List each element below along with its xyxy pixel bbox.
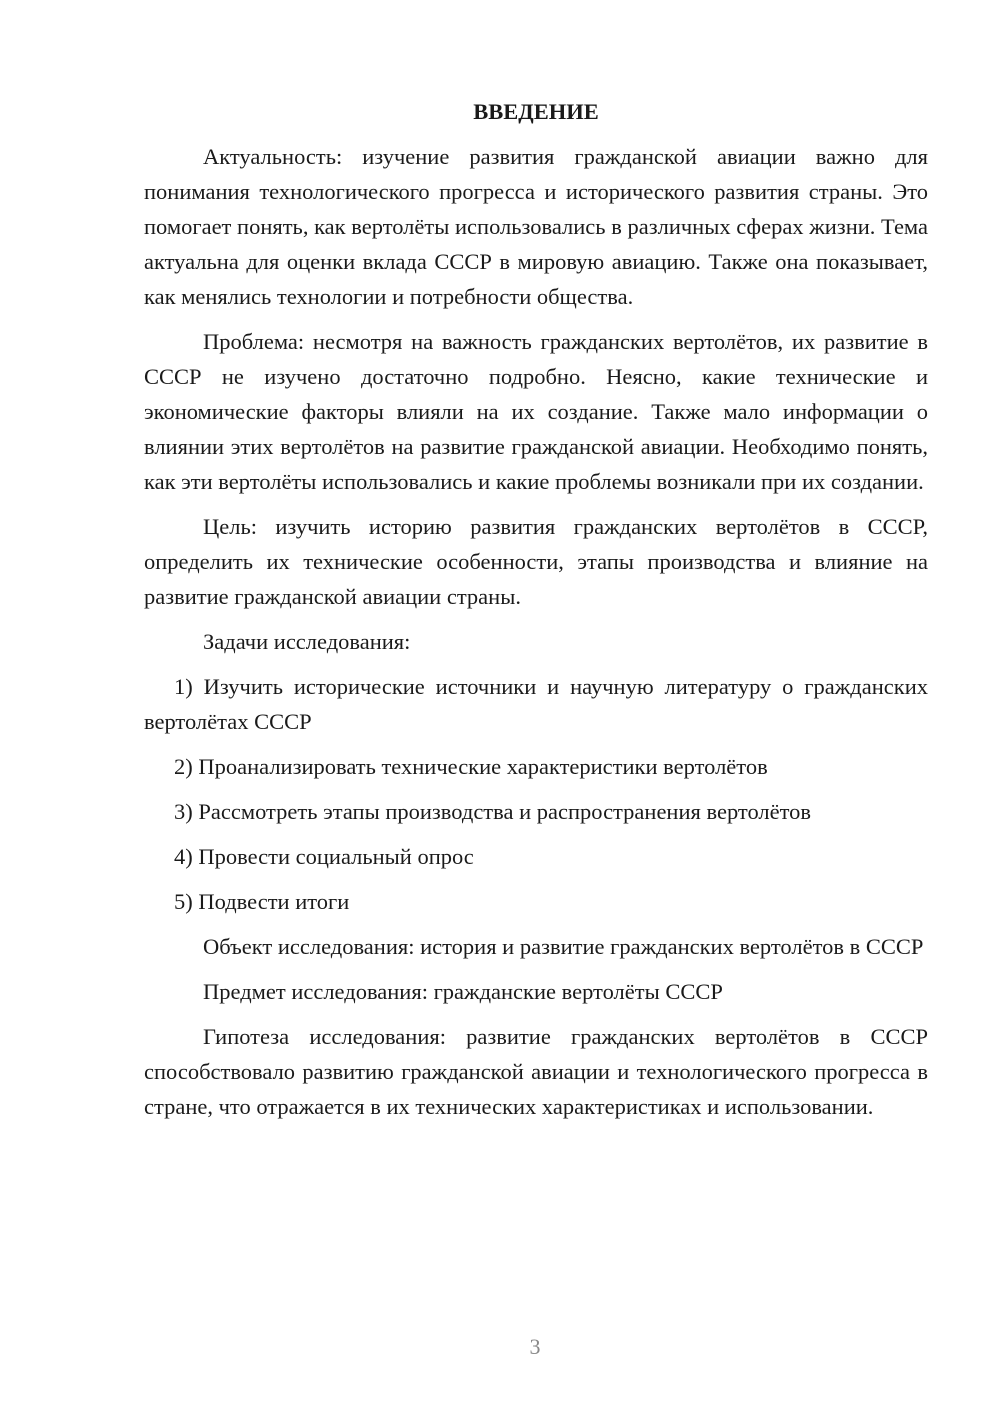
paragraph-relevance: Актуальность: изучение развития гражданской авиации важно для понимания технологического прогресса и исторического развития страны. Это помогает понять, как вертолёты использовались в различных сферах жизни. Тема актуальна для оценки вклада СССР в мировую авиацию. Также она показывает, как менялись технологии и потребности общества. (144, 144, 928, 309)
task-item: 1) Изучить исторические источники и научную литературу о гражданских вертолётах СССР (144, 674, 928, 734)
paragraph-problem: Проблема: несмотря на важность гражданских вертолётов, их развитие в СССР не изучено достаточно подробно. Неясно, какие технические и экономические факторы влияли на их создание. Также мало информации о влиянии этих вертолётов на развитие гражданской авиации. Необходимо понять, как эти вертолёты использовались и какие проблемы возникали при их создании. (144, 329, 928, 494)
tasks-heading: Задачи исследования: (203, 629, 411, 654)
task-item: 2) Проанализировать технические характеристики вертолётов (174, 754, 768, 779)
paragraph-goal: Цель: изучить историю развития гражданских вертолётов в СССР, определить их технические особенности, этапы производства и влияние на развитие гражданской авиации страны. (144, 514, 928, 609)
paragraph-object: Объект исследования: история и развитие гражданских вертолётов в СССР (203, 934, 924, 959)
document-page (144, 94, 928, 1134)
page-number: 3 (529, 1334, 541, 1359)
paragraph-subject: Предмет исследования: гражданские вертолёты СССР (203, 979, 723, 1004)
task-item: 3) Рассмотреть этапы производства и распространения вертолётов (174, 799, 812, 824)
paragraph-hypothesis: Гипотеза исследования: развитие гражданских вертолётов в СССР способствовало развитию гражданской авиации и технологического прогресса в стране, что отражается в их технических характеристиках и использовании. (144, 1024, 928, 1119)
task-item: 4) Провести социальный опрос (174, 844, 474, 869)
section-title: ВВЕДЕНИЕ (473, 99, 599, 124)
task-item: 5) Подвести итоги (174, 889, 350, 914)
